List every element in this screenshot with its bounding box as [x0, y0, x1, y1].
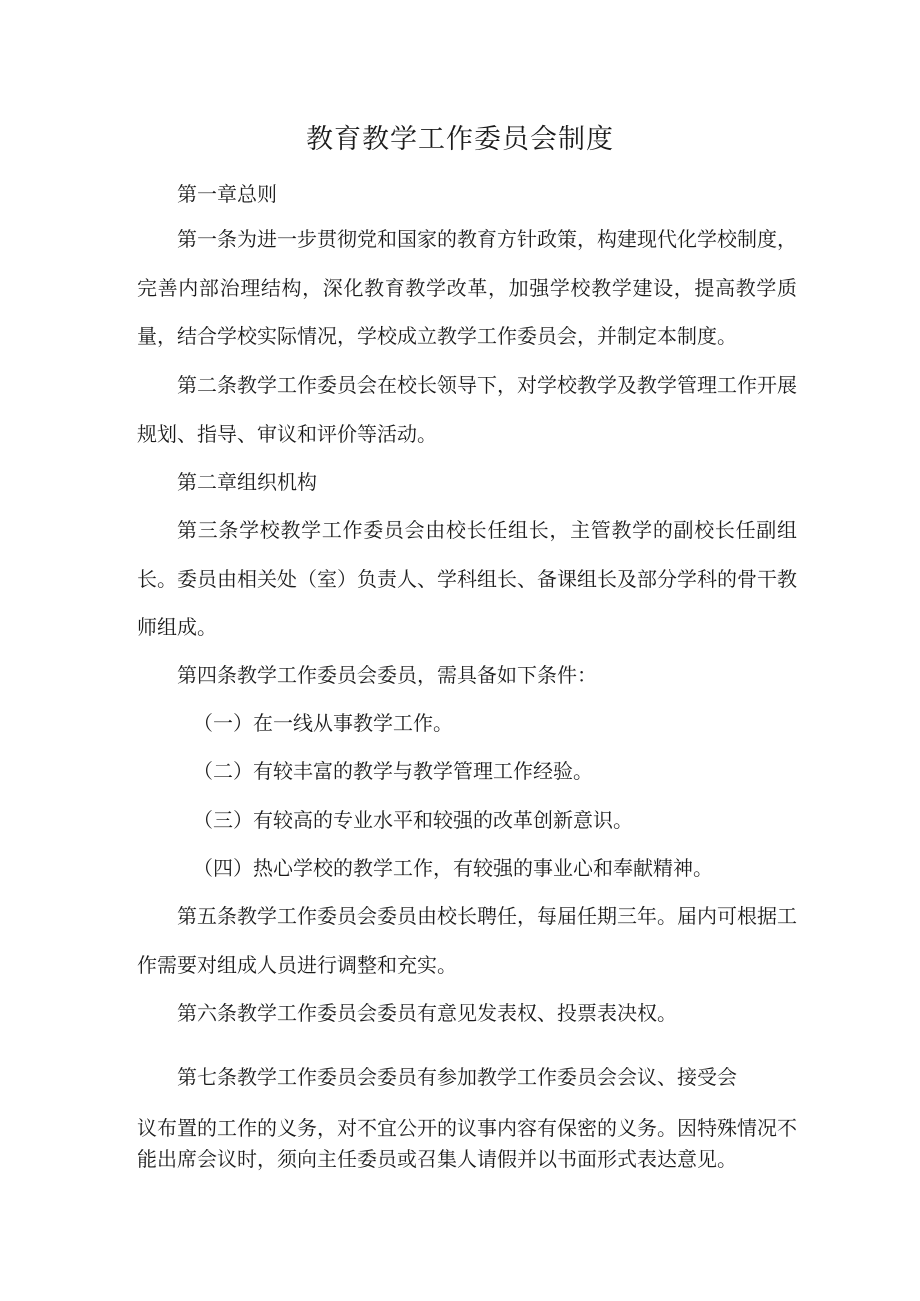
condition-1: （一）在一线从事教学工作。: [193, 711, 453, 735]
article-1: 第一条为进一步贯彻党和国家的教育方针政策，构建现代化学校制度，完善内部治理结构，深化教育教学改革，加强学校教学建设，提高教学质量，结合学校实际情况，学校成立教学工作委员会，并制定本制度。: [137, 227, 797, 348]
chapter-2-heading: 第二章组织机构: [177, 470, 317, 494]
condition-2: （二）有较丰富的教学与教学管理工作经验。: [193, 759, 593, 783]
article-6: 第六条教学工作委员会委员有意见发表权、投票表决权。: [177, 1001, 677, 1025]
article-5: 第五条教学工作委员会委员由校长聘任，每届任期三年。届内可根据工作需要对组成人员进行调整和充实。: [137, 904, 797, 977]
condition-4: （四）热心学校的教学工作，有较强的事业心和奉献精神。: [193, 856, 713, 880]
document-title: 教育教学工作委员会制度: [306, 124, 614, 155]
article-4: 第四条教学工作委员会委员，需具备如下条件：: [177, 663, 597, 687]
article-3: 第三条学校教学工作委员会由校长任组长，主管教学的副校长任副组长。委员由相关处（室）负责人、学科组长、备课组长及部分学科的骨干教师组成。: [137, 518, 797, 639]
condition-3: （三）有较高的专业水平和较强的改革创新意识。: [193, 808, 633, 832]
article-7-first-line: 第七条教学工作委员会委员有参加教学工作委员会会议、接受会: [177, 1065, 737, 1089]
chapter-1-heading: 第一章总则: [177, 182, 277, 206]
article-2: 第二条教学工作委员会在校长领导下，对学校教学及教学管理工作开展规划、指导、审议和评价等活动。: [137, 373, 797, 446]
article-7-continued: 议布置的工作的义务，对不宜公开的议事内容有保密的义务。因特殊情况不能出席会议时，须向主任委员或召集人请假并以书面形式表达意见。: [137, 1116, 797, 1171]
